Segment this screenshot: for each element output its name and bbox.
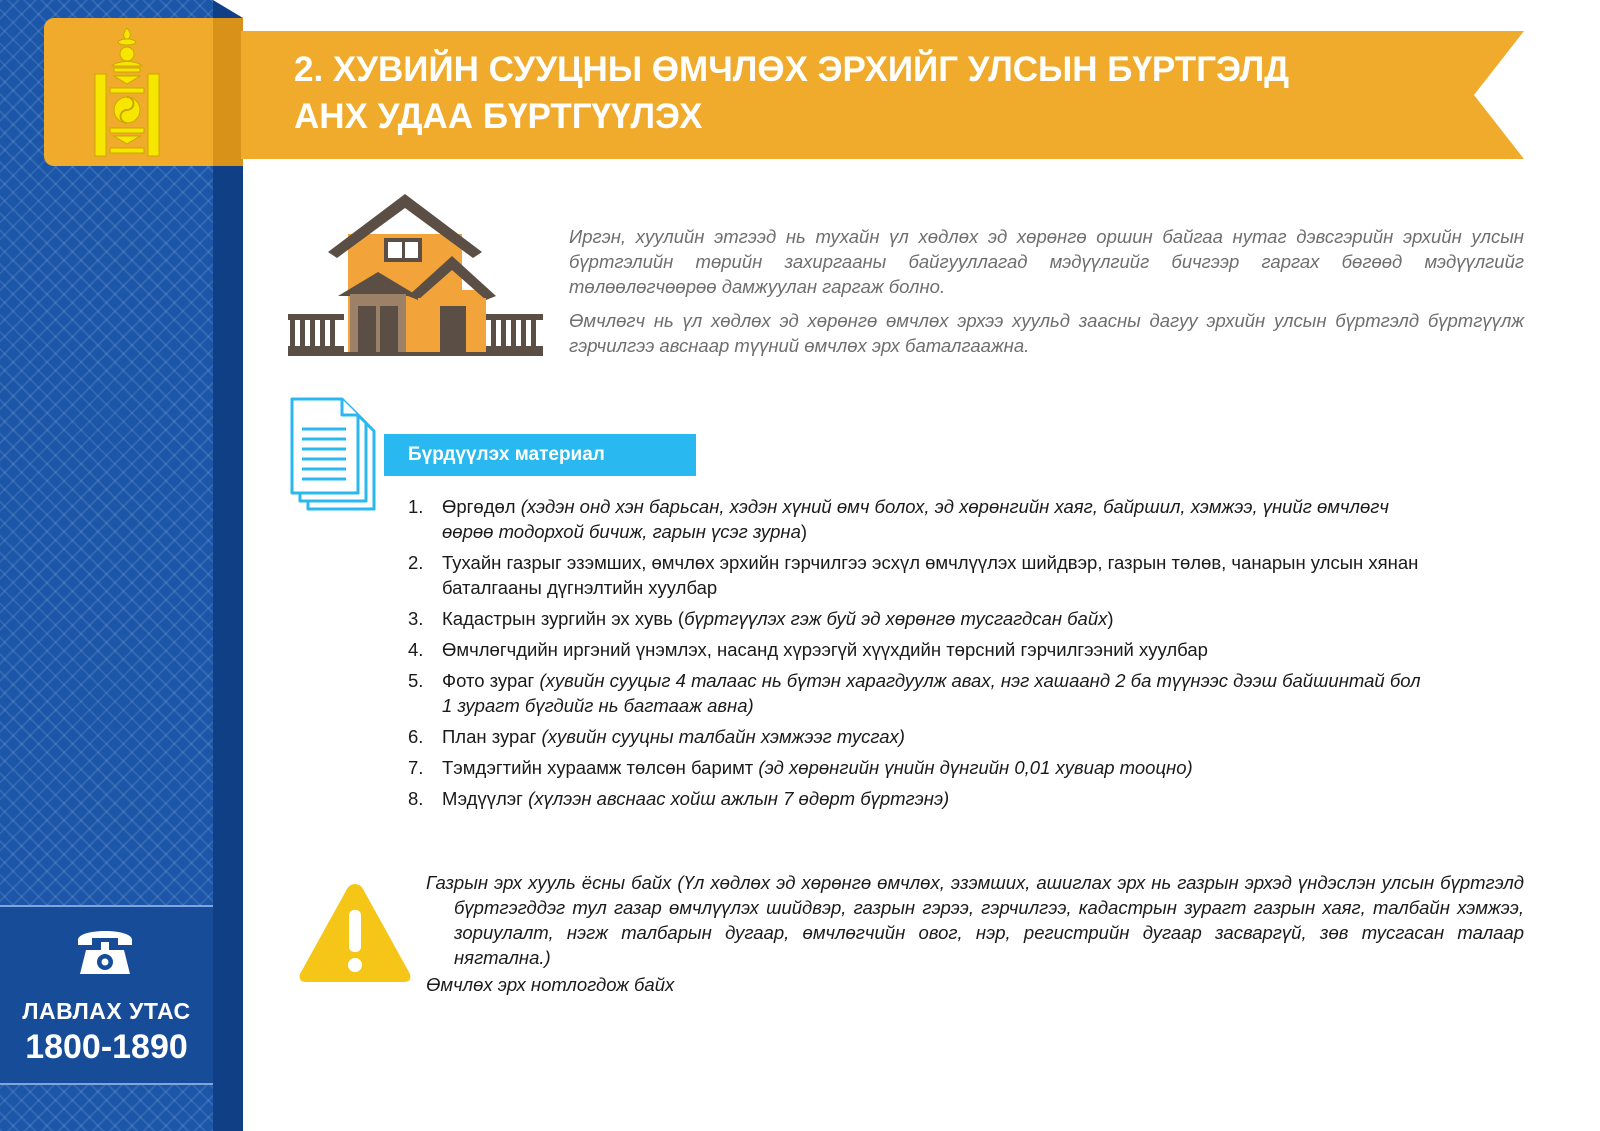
list-item-number: 7. [408,757,424,778]
list-item-note: бүртгүүлэх гэж буй эд хөрөнгө тусгагдсан байх [684,608,1108,629]
materials-header-label: Бүрдүүлэх материал [408,444,605,465]
list-item-number: 3. [408,608,424,629]
list-item [408,668,1428,718]
materials-list [408,494,1428,817]
intro-text [569,224,1524,367]
list-item [408,494,1428,544]
logo-box-fold [213,18,243,166]
telephone-icon [74,920,136,978]
list-item-number: 1. [408,496,424,517]
list-item-number: 6. [408,726,424,747]
hotline-number[interactable]: 1800-1890 [25,1028,188,1066]
sidebar-fold [213,18,243,1131]
intro-paragraph-1: Иргэн, хуулийн этгээд нь тухайн үл хөдлөх эд хөрөнгө оршин байгаа нутаг дэвсгэрийн эрхийн улсын бүртгэлийн төрийн захиргааны байгууллагад мэдүүлгийг бичгээр гаргах бөгөөд мэдүүлгийг төлөөлөгчөөрөө дамжуулан гаргаж болно. [569,226,1524,297]
intro-paragraph-2: Өмчлөгч нь үл хөдлөх эд хөрөнгө өмчлөх эрхээ хуульд заасны дагуу эрхийн улсын бүртгэлд бүртгүүлж гэрчилгээ авснаар түүний өмчлөх эрх баталгаажна. [569,310,1524,356]
list-item [408,755,1428,780]
warning-line-2: Өмчлөх эрх нотлогдож байх [426,974,675,995]
hotline-label: ЛАВЛАХ УТАС [22,998,191,1024]
list-item-note: (хэдэн онд хэн барьсан, хэдэн хүний өмч болох, эд хөрөнгийн хаяг, байршил, хэмжээ, үнийг өмчлөгч өөрөө тодорхой бичиж, гарын үсэг зурна [442,496,1389,542]
list-item-note: (хүлээн авснаас хойш ажлын 7 өдөрт бүртгэнэ) [528,788,950,809]
list-item-close-paren: ) [800,521,808,542]
sidebar-fold-top [213,0,243,18]
list-item [408,637,1428,662]
page-title-line2: АНХ УДАА БҮРТГҮҮЛЭХ [294,97,703,136]
list-item-text: Мэдүүлэг [442,788,529,809]
list-item-text: Фото зураг [442,670,540,691]
list-item-text: План зураг [442,726,542,747]
list-item-note: (эд хөрөнгийн үнийн дүнгийн 0,01 хувиар тооцно) [758,757,1193,778]
list-item-text: Кадастрын зургийн эх хувь ( [442,608,685,629]
list-item-note: (хувийн сууцны талбайн хэмжээг тусгах) [541,726,905,747]
list-item-number: 4. [408,639,424,660]
warning-paragraph: Газрын эрх хууль ёсны байх (Үл хөдлөх эд хөрөнгө өмчлөх, эзэмших, ашиглах эрх нь газрын эрхэд үндэслэн улсын бүртгэлд бүртгэгддэг тул газар өмчлүүлэх шийдвэр, газрын гэрээ, гэрчилгээ, кадастрын зурагт газрын хаяг, талбайн хэмжээ, зориулалт, нэгж талбарын дугаар, өмчлөгчийн овог, нэр, регистрийн дугаар засваргүй, зөв тусгасан талаар нягтална.) [426,872,1524,968]
soyombo-emblem-icon [92,26,162,158]
list-item [408,550,1428,600]
list-item-number: 2. [408,552,424,573]
list-item [408,724,1428,749]
warning-icon [296,880,414,986]
page-title [294,46,1394,140]
list-item [408,606,1428,631]
house-icon [288,194,543,356]
list-item-text: Тэмдэгтийн хураамж төлсөн баримт [442,757,759,778]
page-title-line1: 2. ХУВИЙН СУУЦНЫ ӨМЧЛӨХ ЭРХИЙГ УЛСЫН БҮРТГЭЛД [294,50,1290,89]
list-item-note: (хувийн сууцыг 4 талаас нь бүтэн харагдуулж авах, нэг хашаанд 2 ба түүнээс дээш байшинтай бол 1 зурагт бүгдийг нь багтааж авна) [442,670,1421,716]
list-item-text: Өмчлөгчдийн иргэний үнэмлэх, насанд хүрээгүй хүүхдийн төрсний гэрчилгээний хуулбар [442,639,1208,660]
list-item-text: Тухайн газрыг эзэмших, өмчлөх эрхийн гэрчилгээ эсхүл өмчлүүлэх шийдвэр, газрын төлөв, чанарын улсын хянан баталгааны дүгнэлтийн хуулбар [442,552,1419,598]
warning-text [426,870,1524,997]
list-item-number: 8. [408,788,424,809]
list-item-text: Өргөдөл [442,496,521,517]
list-item-close-paren: ) [1107,608,1114,629]
documents-icon [288,397,384,513]
materials-section-header [384,434,696,476]
list-item [408,786,1428,811]
list-item-number: 5. [408,670,424,691]
